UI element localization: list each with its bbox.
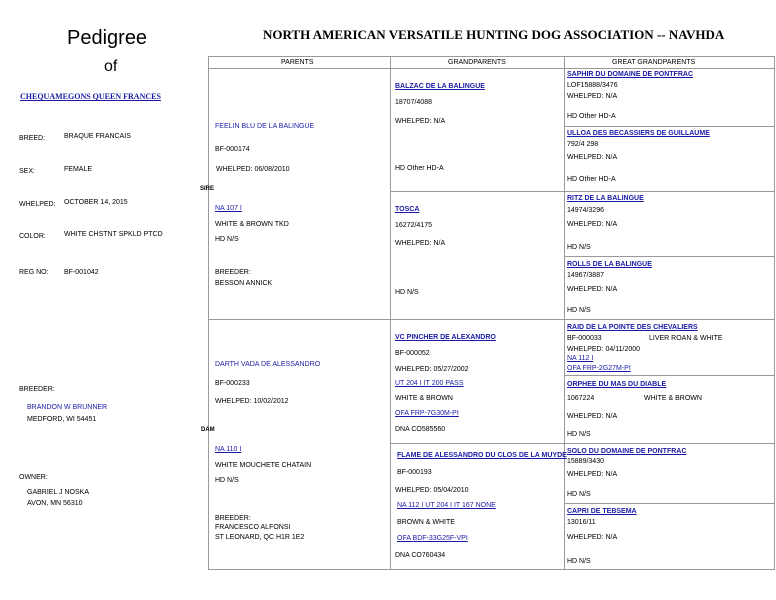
ggp-6-name-link[interactable]: ORPHEE DU MAS DU DIABLE — [567, 381, 667, 388]
dam-reg: BF-000233 — [215, 380, 250, 387]
ggp-8-whelped: WHELPED: N/A — [567, 534, 618, 541]
ggp-5-whelped: WHELPED: 04/11/2000 — [567, 346, 641, 353]
owner-name: GABRIEL J NOSKA — [27, 489, 89, 496]
dam-name-link[interactable]: DARTH VADA DE ALESSANDRO — [215, 361, 321, 368]
ggp-1-name-link[interactable]: SAPHIR DU DOMAINE DE PONTFRAC — [567, 71, 694, 78]
ggp-8-hd: HD N/S — [567, 558, 591, 565]
ggp-7-hd: HD N/S — [567, 491, 591, 498]
gp-2-hd: HD N/S — [395, 289, 419, 296]
ggp-5-ofa-link[interactable]: OFA FRP-2G27M-PI — [567, 365, 631, 372]
gp-3-name-link[interactable]: VC PINCHER DE ALEXANDRO — [395, 334, 496, 341]
col-divider-1 — [390, 56, 391, 570]
whelped-label: WHELPED: — [19, 201, 56, 208]
page-title: Pedigree — [67, 27, 148, 49]
ggp-5-test-link[interactable]: NA 112 I — [567, 355, 594, 362]
ggp-3-whelped: WHELPED: N/A — [567, 221, 618, 228]
ggp-1-whelped: WHELPED: N/A — [567, 93, 618, 100]
dam-label: DAM — [201, 427, 215, 433]
breeder-city: MEDFORD, WI 54451 — [27, 416, 97, 423]
dam-whelped: WHELPED: 10/02/2012 — [215, 398, 289, 405]
ggp-4-whelped: WHELPED: N/A — [567, 286, 618, 293]
reg-label: REG NO: — [19, 269, 49, 276]
color-value: WHITE CHSTNT SPKLD PTCD — [64, 231, 163, 238]
ggp-3-reg: 14974/3296 — [567, 207, 604, 214]
gp-4-reg: BF-000193 — [397, 469, 432, 476]
col-header-grandparents: GRANDPARENTS — [448, 59, 506, 66]
col-header-parents: PARENTS — [281, 59, 314, 66]
sire-breeder: BESSON ANNICK — [215, 280, 273, 287]
whelped-value: OCTOBER 14, 2015 — [64, 199, 128, 206]
gp-3-reg: BF-000052 — [395, 350, 430, 357]
ggp-3-hd: HD N/S — [567, 244, 591, 251]
gp-1-whelped: WHELPED: N/A — [395, 118, 446, 125]
ggp-4-reg: 14967/3887 — [567, 272, 604, 279]
ggp-divider-7 — [564, 503, 775, 504]
sire-color: WHITE & BROWN TKD — [215, 221, 289, 228]
ggp-1-reg: LOF15888/3476 — [567, 82, 618, 89]
gp-2-name-link[interactable]: TOSCA — [395, 206, 420, 213]
ggp-2-whelped: WHELPED: N/A — [567, 154, 618, 161]
gp-4-test-link[interactable]: NA 112 I UT 204 I IT 167 NONE — [397, 502, 496, 509]
ggp-1-hd: HD Other HD-A — [567, 113, 616, 120]
gp-2-whelped: WHELPED: N/A — [395, 240, 446, 247]
gp-1-hd: HD Other HD-A — [395, 165, 444, 172]
gp-3-dna: DNA CO585560 — [395, 426, 446, 433]
sire-test-link[interactable]: NA 107 I — [215, 205, 242, 212]
ggp-5-reg: BF-000033 — [567, 335, 602, 342]
ggp-3-name-link[interactable]: RITZ DE LA BALINGUE — [567, 195, 644, 202]
sire-hd: HD N/S — [215, 236, 239, 243]
gp-1-reg: 18707/4088 — [395, 99, 432, 106]
dam-breeder-label: BREEDER: — [215, 515, 251, 522]
gp-2-reg: 16272/4175 — [395, 222, 432, 229]
header-bottom-border — [208, 68, 775, 69]
dam-hd: HD N/S — [215, 477, 239, 484]
ggp-7-whelped: WHELPED: N/A — [567, 471, 618, 478]
gp-1-name-link[interactable]: BALZAC DE LA BALINGUE — [395, 83, 485, 90]
color-label: COLOR: — [19, 233, 46, 240]
col-header-great-grandparents: GREAT GRANDPARENTS — [612, 59, 696, 66]
gp-4-whelped: WHELPED: 05/04/2010 — [395, 487, 469, 494]
gp-divider-2 — [390, 443, 775, 444]
gp-4-ofa-link[interactable]: OFA BDF-33G25F-VPI — [397, 535, 468, 542]
ggp-8-name-link[interactable]: CAPRI DE TEBSEMA — [567, 508, 637, 515]
owner-city: AVON, MN 56310 — [27, 500, 83, 507]
ggp-2-hd: HD Other HD-A — [567, 176, 616, 183]
gp-3-test-link[interactable]: UT 204 I IT 200 PASS — [395, 380, 464, 387]
ggp-6-reg: 1067224 — [567, 395, 595, 402]
breed-value: BRAQUE FRANCAIS — [64, 133, 131, 140]
sire-breeder-label: BREEDER: — [215, 269, 251, 276]
dog-name-link[interactable]: CHEQUAMEGONS QUEEN FRANCES — [20, 92, 161, 101]
ggp-6-whelped: WHELPED: N/A — [567, 413, 618, 420]
owner-label: OWNER: — [19, 474, 48, 481]
sire-name-link[interactable]: FEELIN BLU DE LA BALINGUE — [215, 123, 315, 130]
dam-test-link[interactable]: NA 110 I — [215, 446, 242, 453]
reg-value: BF-001042 — [64, 269, 99, 276]
table-bottom-border — [208, 569, 775, 570]
ggp-5-color: LIVER ROAN & WHITE — [649, 335, 723, 342]
ggp-5-name-link[interactable]: RAID DE LA POINTE DES CHEVALIERS — [567, 324, 698, 331]
sex-value: FEMALE — [64, 166, 93, 173]
of-text: of — [104, 58, 118, 75]
gp-4-color: BROWN & WHITE — [397, 519, 455, 526]
gp-3-color: WHITE & BROWN — [395, 395, 453, 402]
sire-reg: BF-000174 — [215, 146, 250, 153]
dam-breeder-2: ST LEONARD, QC H1R 1E2 — [215, 534, 305, 541]
ggp-7-name-link[interactable]: SOLO DU DOMAINE DE PONTFRAC — [567, 448, 687, 455]
breed-label: BREED: — [19, 135, 46, 142]
ggp-2-name-link[interactable]: ULLOA DES BECASSIERS DE GUILLAUME — [567, 130, 710, 137]
ggp-6-color: WHITE & BROWN — [644, 395, 702, 402]
sire-label: SIRE — [200, 186, 215, 192]
gp-4-name-link[interactable]: FLAME DE ALESSANDRO DU CLOS DE LA MUYDE — [397, 452, 567, 459]
ggp-divider-3 — [564, 256, 775, 257]
breeder-label: BREEDER: — [19, 386, 55, 393]
dam-color: WHITE MOUCHETE CHATAIN — [215, 462, 312, 469]
ggp-divider-5 — [564, 375, 775, 376]
dam-breeder-1: FRANCESCO ALFONSI — [215, 524, 291, 531]
table-left-border — [208, 56, 209, 570]
sire-whelped: WHELPED: 06/08/2010 — [216, 166, 290, 173]
gp-3-whelped: WHELPED: 05/27/2002 — [395, 366, 469, 373]
ggp-7-reg: 15889/3430 — [567, 458, 604, 465]
org-heading: NORTH AMERICAN VERSATILE HUNTING DOG ASSOCIATION -- NAVHDA — [263, 27, 725, 42]
ggp-6-hd: HD N/S — [567, 431, 591, 438]
sire-dam-divider — [208, 319, 775, 320]
ggp-2-reg: 792/4 298 — [567, 141, 599, 148]
gp-divider-1 — [390, 191, 775, 192]
ggp-8-reg: 13016/11 — [567, 519, 596, 526]
sex-label: SEX: — [19, 168, 35, 175]
gp-3-ofa-link[interactable]: OFA FRP-7G30M-PI — [395, 410, 459, 417]
breeder-name-link[interactable]: BRANDON W BRUNNER — [27, 404, 108, 411]
ggp-4-name-link[interactable]: ROLLS DE LA BALINGUE — [567, 261, 652, 268]
ggp-4-hd: HD N/S — [567, 307, 591, 314]
col-divider-2 — [564, 56, 565, 570]
table-top-border — [208, 56, 775, 57]
gp-4-dna: DNA CO760434 — [395, 552, 446, 559]
table-right-border — [774, 56, 775, 570]
ggp-divider-1 — [564, 126, 775, 127]
